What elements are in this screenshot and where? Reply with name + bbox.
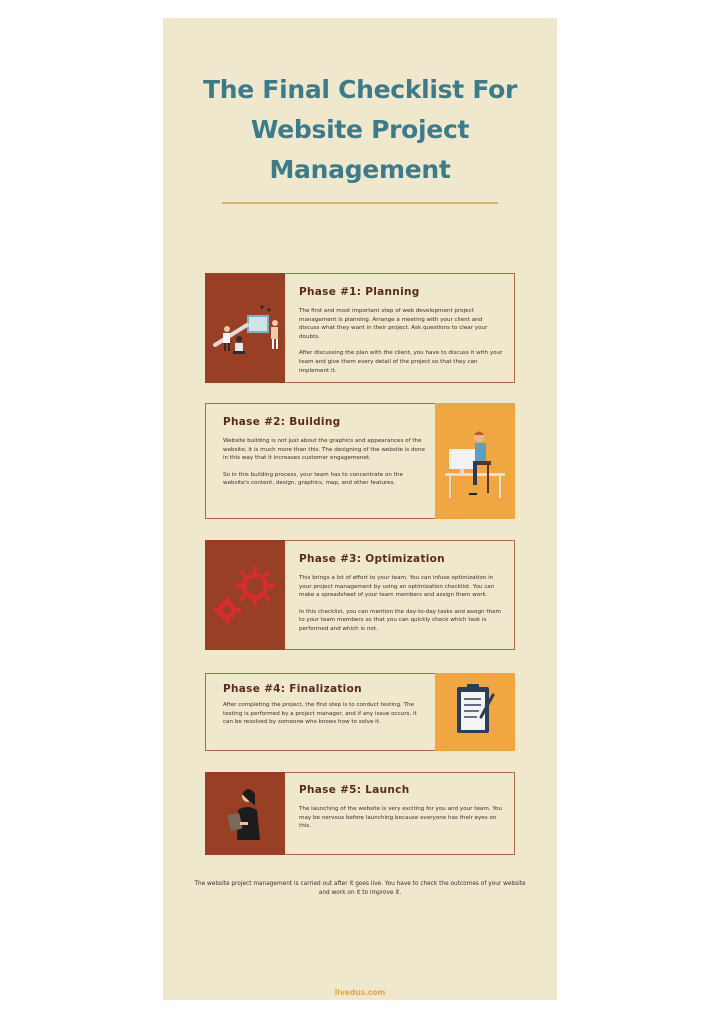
gears-icon <box>205 540 285 650</box>
team-planning-illustration <box>205 273 285 383</box>
phase-card-finalization <box>205 673 515 751</box>
phase-title: Phase #3: Optimization <box>299 553 445 565</box>
phase-card-planning <box>205 273 515 383</box>
closing-note: The website project management is carried out after it goes live. You have to check the outcomes of your website and work on it to improve it. <box>194 881 526 896</box>
phase-card-building <box>205 403 515 519</box>
phase-card-launch <box>205 772 515 855</box>
phase-text <box>299 541 504 642</box>
title-line: The Final Checklist For <box>203 75 517 104</box>
phase-paragraph: So in this building process, your team has to concentrate on the website's content, design, graphics, map, and other features. <box>223 471 403 487</box>
title-line: Management <box>269 155 451 184</box>
phase-paragraph: After discussing the plan with the client, you have to discuss it with your team and give them every detail of the project so that they can implement it. <box>299 350 503 374</box>
phase-text <box>223 674 426 735</box>
phase-card-optimization <box>205 540 515 650</box>
woman-with-tablet-illustration <box>205 772 285 855</box>
developer-at-desk-illustration <box>435 403 515 519</box>
phase-title: Phase #1: Planning <box>299 286 420 298</box>
phase-paragraph: The first and most important step of web development project management is planning. Arrange a meeting with your client and discuss what they want in their project. Ask questions to clear your doubts. <box>299 308 488 340</box>
phase-title: Phase #4: Finalization <box>223 683 362 695</box>
title-divider <box>222 202 498 204</box>
clipboard-icon <box>435 673 515 751</box>
phase-paragraph: Website building is not just about the graphics and appearances of the website; it is much more than this. The designing of the website is done in this way that it increases customer engagemenet. <box>223 438 425 462</box>
page-title <box>163 70 557 190</box>
phase-paragraph: The launching of the website is very exciting for you and your team. You may be nervous before launching because everyone has their eyes on this. <box>299 806 502 830</box>
infographic-poster <box>163 18 557 1000</box>
title-line: Website Project <box>250 115 470 144</box>
phase-title: Phase #5: Launch <box>299 784 410 796</box>
phase-text <box>299 773 504 839</box>
phase-paragraph: After completing the project, the first step is to conduct testing. The testing is performed by a project manager, and if any issue occurs, it can be resolved by someone who knows how to solve it. <box>223 702 417 726</box>
phase-text <box>299 274 504 383</box>
phase-text <box>223 404 426 496</box>
phase-paragraph: In this checklist, you can mention the day-to-day tasks and assign them to your team members so that you can quickly check which task is performed and which is not. <box>299 608 501 632</box>
brand-footer[interactable]: livedus.com <box>334 988 386 997</box>
phase-paragraph: This brings a lot of effort to your team. You can infuse optimization in your project management by using an optimization checklist. You can make a spreadsheet of your team members and assign them work. <box>299 575 495 599</box>
phase-title: Phase #2: Building <box>223 416 341 428</box>
